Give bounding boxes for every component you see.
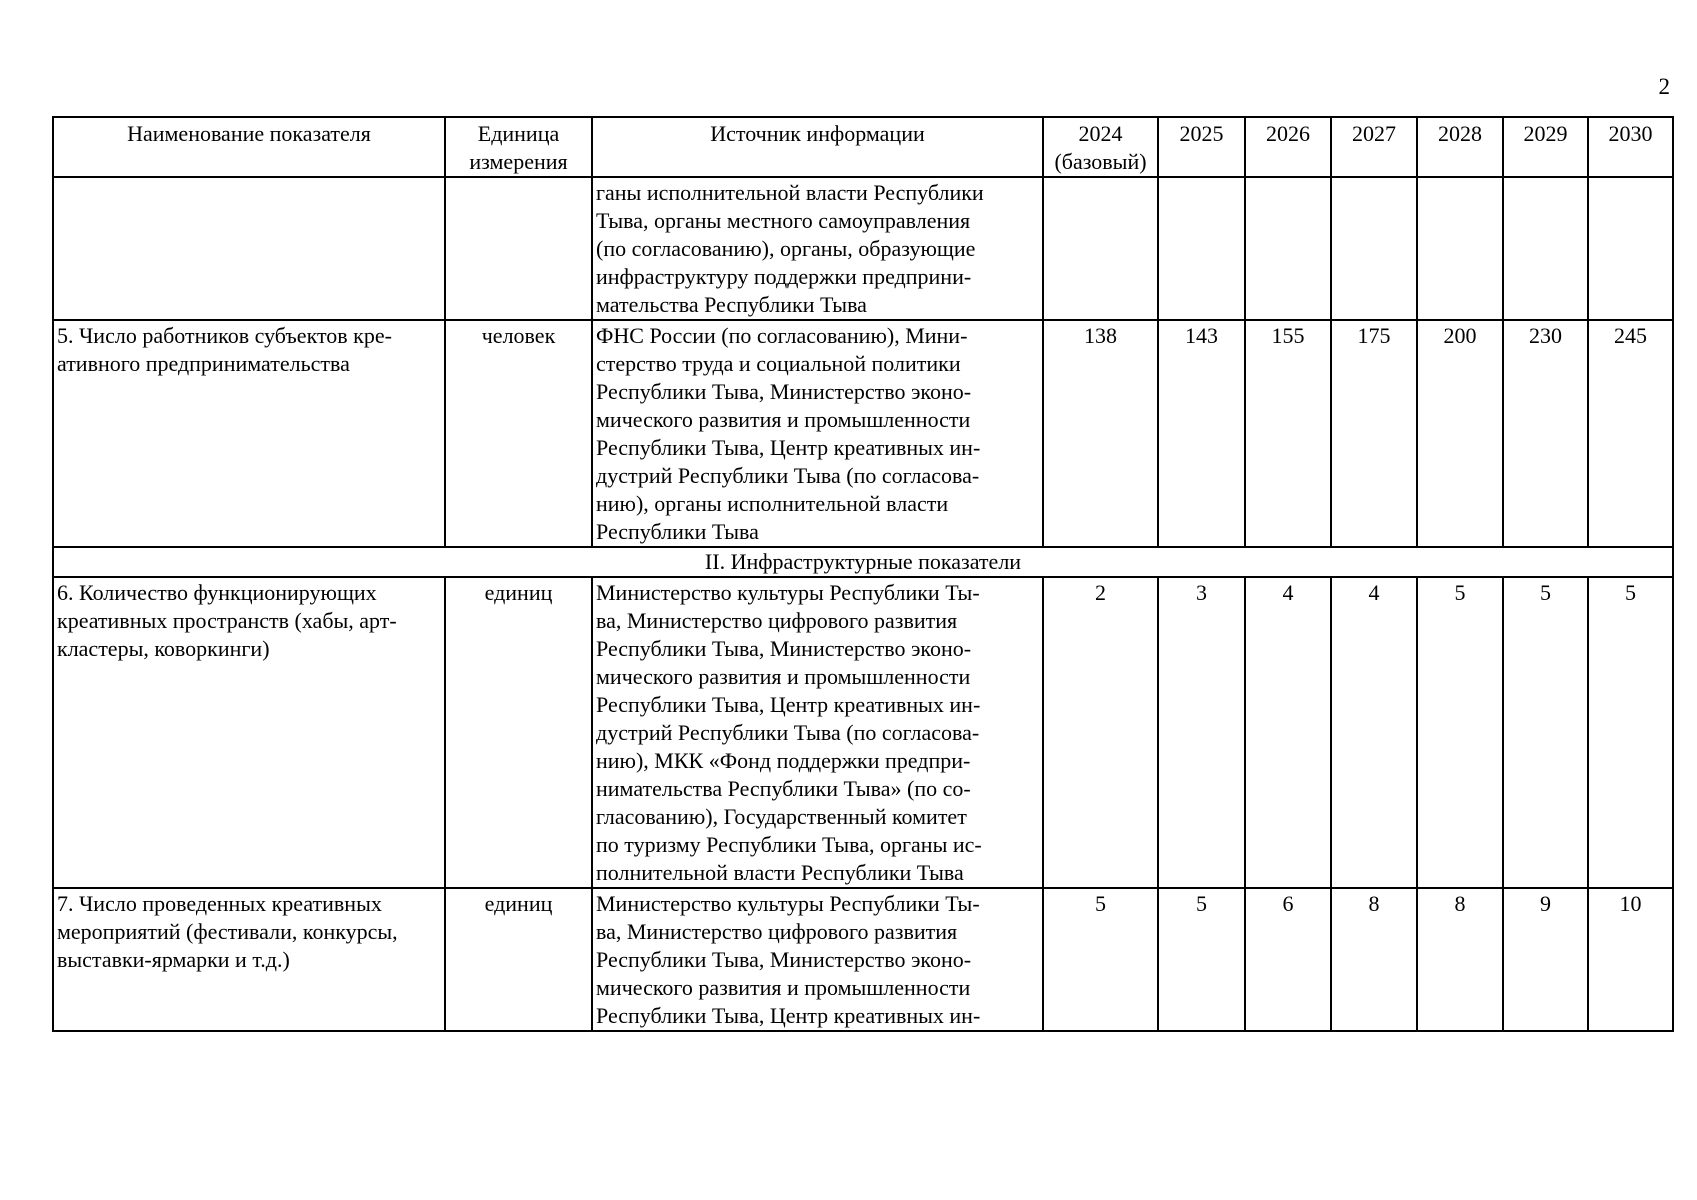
- value-2026: 6: [1245, 888, 1331, 1031]
- value-2030: 5: [1588, 577, 1673, 888]
- header-2027: 2027: [1331, 117, 1417, 177]
- value-2026: 155: [1245, 320, 1331, 547]
- indicator-source: ФНС России (по согласованию), Мини- стерство труда и социальной политики Республики Тыва, Министерство эконо- мического развития и промышленности Республики Тыва, Центр креативных ин- дустрий Республики Тыва (по согласова- нию), органы исполнительной власти Республики Тыва: [592, 320, 1043, 547]
- indicator-name: [53, 177, 445, 320]
- header-row: [53, 117, 1673, 177]
- header-2028: 2028: [1417, 117, 1503, 177]
- value-2029: [1503, 177, 1588, 320]
- header-name: Наименование показателя: [53, 117, 445, 177]
- value-2027: 8: [1331, 888, 1417, 1031]
- value-2024: 2: [1043, 577, 1158, 888]
- header-source: Источник информации: [592, 117, 1043, 177]
- value-2028: 200: [1417, 320, 1503, 547]
- indicator-name: 5. Число работников субъектов кре- ативного предпринимательства: [53, 320, 445, 547]
- value-2026: 4: [1245, 577, 1331, 888]
- value-2025: [1158, 177, 1245, 320]
- value-2028: 8: [1417, 888, 1503, 1031]
- indicator-unit: человек: [445, 320, 592, 547]
- header-2026: 2026: [1245, 117, 1331, 177]
- value-2028: [1417, 177, 1503, 320]
- value-2025: 143: [1158, 320, 1245, 547]
- indicator-unit: единиц: [445, 888, 592, 1031]
- indicator-source: Министерство культуры Республики Ты- ва, Министерство цифрового развития Республики Тыва, Министерство эконо- мического развития и промышленности Республики Тыва, Центр креативных ин-: [592, 888, 1043, 1031]
- indicators-table: [52, 116, 1674, 1032]
- value-2029: 5: [1503, 577, 1588, 888]
- value-2030: 10: [1588, 888, 1673, 1031]
- header-2029: 2029: [1503, 117, 1588, 177]
- value-2029: 230: [1503, 320, 1588, 547]
- value-2025: 5: [1158, 888, 1245, 1031]
- value-2024: 138: [1043, 320, 1158, 547]
- value-2028: 5: [1417, 577, 1503, 888]
- indicator-unit: [445, 177, 592, 320]
- indicator-source: Министерство культуры Республики Ты- ва, Министерство цифрового развития Республики Тыва, Министерство эконо- мического развития и промышленности Республики Тыва, Центр креативных ин- дустрий Республики Тыва (по согласова- нию), МКК «Фонд поддержки предпри- нимательства Республики Тыва» (по со- гласованию), Государственный комитет по туризму Республики Тыва, органы ис- полнительной власти Республики Тыва: [592, 577, 1043, 888]
- table-row: [53, 577, 1673, 888]
- table-row: [53, 888, 1673, 1031]
- section-title: II. Инфраструктурные показатели: [53, 547, 1673, 577]
- indicator-unit: единиц: [445, 577, 592, 888]
- value-2030: [1588, 177, 1673, 320]
- value-2027: [1331, 177, 1417, 320]
- header-unit: Единица измерения: [445, 117, 592, 177]
- value-2029: 9: [1503, 888, 1588, 1031]
- indicator-source: ганы исполнительной власти Республики Тыва, органы местного самоуправления (по согласованию), органы, образующие инфраструктуру поддержки предприни- мательства Республики Тыва: [592, 177, 1043, 320]
- header-2025: 2025: [1158, 117, 1245, 177]
- page-number: 2: [1658, 74, 1670, 99]
- header-2030: 2030: [1588, 117, 1673, 177]
- value-2026: [1245, 177, 1331, 320]
- indicator-name: 6. Количество функционирующих креативных пространств (хабы, арт- кластеры, коворкинги): [53, 577, 445, 888]
- indicator-name: 7. Число проведенных креативных мероприятий (фестивали, конкурсы, выставки-ярмарки и т.д.): [53, 888, 445, 1031]
- header-2024: 2024 (базовый): [1043, 117, 1158, 177]
- value-2024: 5: [1043, 888, 1158, 1031]
- value-2027: 175: [1331, 320, 1417, 547]
- section-row: [53, 547, 1673, 577]
- value-2030: 245: [1588, 320, 1673, 547]
- value-2027: 4: [1331, 577, 1417, 888]
- table-row: [53, 177, 1673, 320]
- value-2025: 3: [1158, 577, 1245, 888]
- table-row: [53, 320, 1673, 547]
- value-2024: [1043, 177, 1158, 320]
